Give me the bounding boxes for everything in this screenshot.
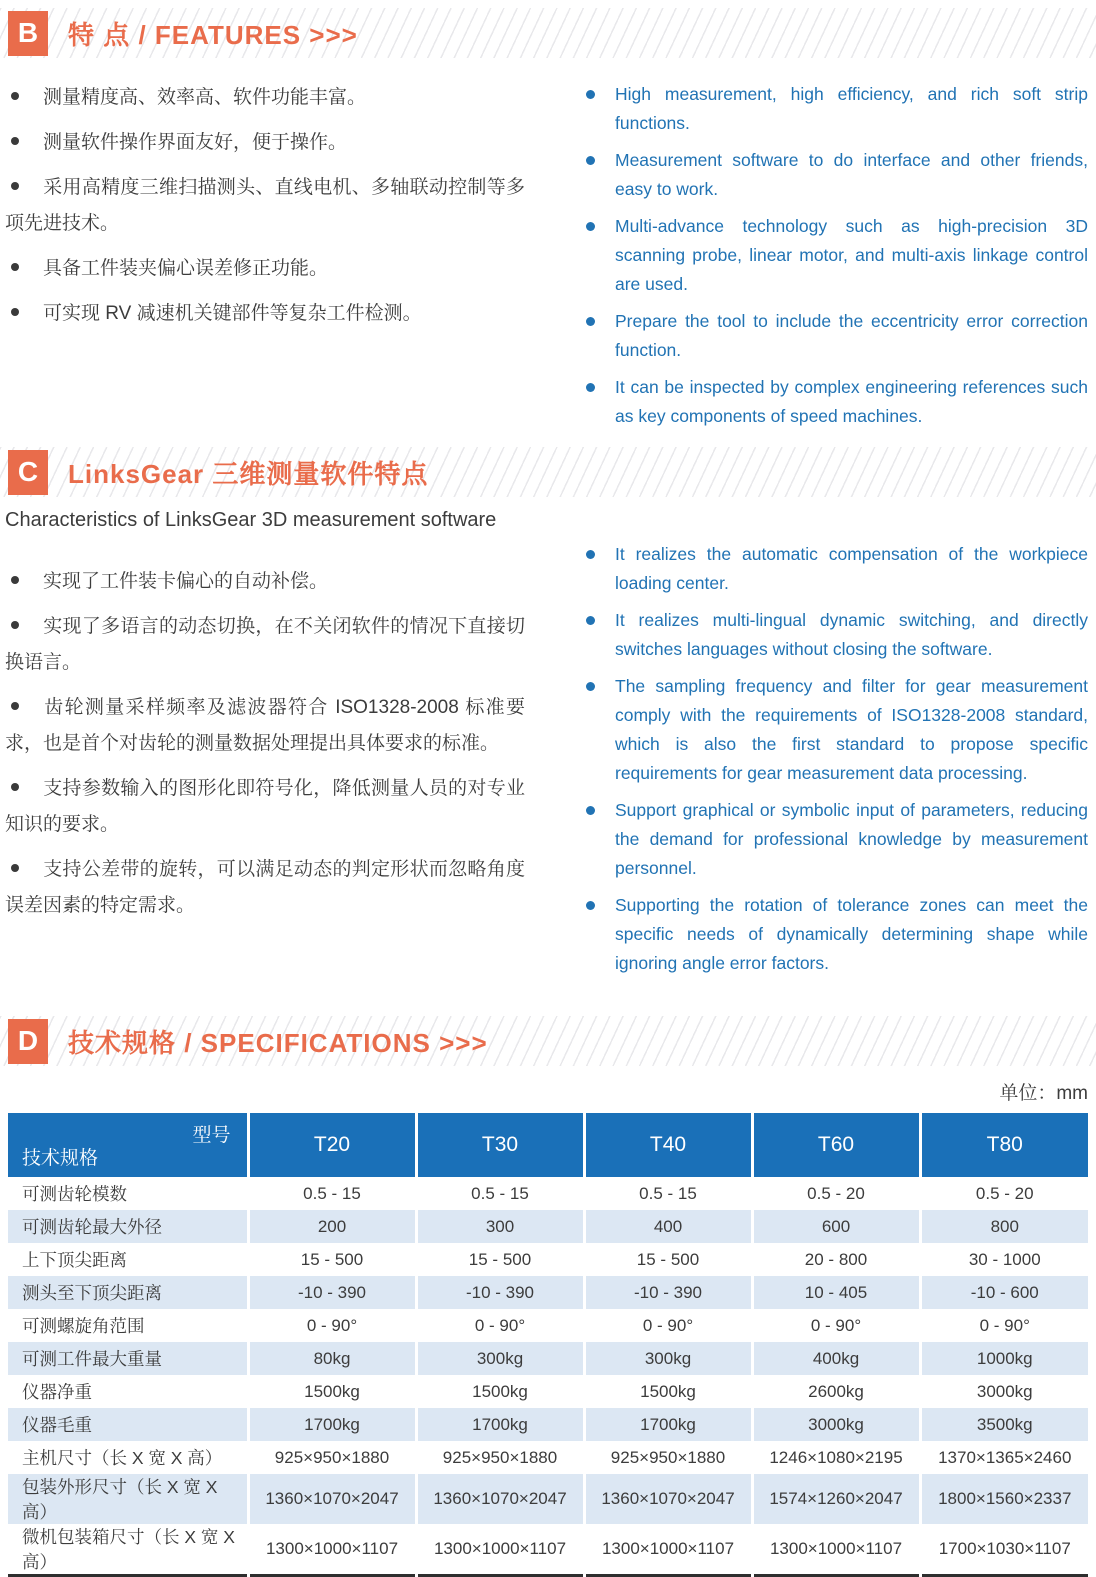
table-row bbox=[8, 1524, 1088, 1576]
section-c-subtitle: Characteristics of LinksGear 3D measurement software bbox=[5, 509, 497, 531]
table-row bbox=[8, 1342, 1088, 1375]
table-cell: 1700×1030×1107 bbox=[920, 1524, 1088, 1576]
bullet-icon bbox=[11, 137, 19, 145]
table-cell: 400 bbox=[584, 1210, 752, 1243]
table-cell: 1574×1260×2047 bbox=[752, 1474, 920, 1524]
row-label: 可测齿轮最大外径 bbox=[22, 1217, 162, 1237]
table-cell: 30 - 1000 bbox=[920, 1243, 1088, 1276]
table-cell: 1000kg bbox=[920, 1342, 1088, 1375]
list-item-text: 实现了工件装卡偏心的自动补偿。 bbox=[43, 571, 329, 592]
software-cn-list bbox=[5, 540, 525, 986]
table-cell: 1246×1080×2195 bbox=[752, 1441, 920, 1474]
corner-cell bbox=[8, 1113, 248, 1177]
table-row bbox=[8, 1408, 1088, 1441]
column-header-t30: T30 bbox=[416, 1113, 584, 1177]
features-cn-list bbox=[5, 80, 525, 439]
unit-label: 单位：mm bbox=[999, 1083, 1088, 1104]
list-item bbox=[583, 146, 1088, 204]
list-item bbox=[5, 296, 525, 332]
section-b-header bbox=[0, 8, 1096, 58]
bullet-icon bbox=[11, 621, 19, 629]
spec-table-body bbox=[8, 1177, 1088, 1576]
table-cell: -10 - 390 bbox=[248, 1276, 416, 1309]
table-row bbox=[8, 1309, 1088, 1342]
list-item-text: High measurement, high efficiency, and rich soft strip functions. bbox=[615, 84, 1088, 133]
table-cell: 10 - 405 bbox=[752, 1276, 920, 1309]
table-cell: 1360×1070×2047 bbox=[584, 1474, 752, 1524]
list-item bbox=[5, 170, 525, 242]
table-cell: 1300×1000×1107 bbox=[416, 1524, 584, 1576]
row-label: 上下顶尖距离 bbox=[22, 1250, 127, 1270]
list-item-text: The sampling frequency and filter for gear measurement comply with the requirements of ISO1328-2008 standard, which is also the first standard to propose specific requirements for gear measurement data processing. bbox=[615, 676, 1088, 783]
list-item bbox=[5, 80, 525, 116]
table-cell: 80kg bbox=[248, 1342, 416, 1375]
list-item bbox=[583, 540, 1088, 598]
table-cell: 3000kg bbox=[920, 1375, 1088, 1408]
list-item-text: 测量精度高、效率高、软件功能丰富。 bbox=[43, 87, 367, 108]
table-cell: 1300×1000×1107 bbox=[248, 1524, 416, 1576]
table-cell: 300kg bbox=[584, 1342, 752, 1375]
row-label: 可测螺旋角范围 bbox=[22, 1316, 145, 1336]
table-cell: 1700kg bbox=[248, 1408, 416, 1441]
list-item-text: 测量软件操作界面友好，便于操作。 bbox=[43, 132, 348, 153]
bullet-icon bbox=[11, 702, 19, 710]
corner-model-label: 型号 bbox=[192, 1125, 231, 1146]
bullet-icon bbox=[586, 317, 595, 326]
table-row bbox=[8, 1210, 1088, 1243]
table-cell: 925×950×1880 bbox=[248, 1441, 416, 1474]
table-cell: 1500kg bbox=[416, 1375, 584, 1408]
section-c-title: LinksGear 三维测量软件特点 bbox=[68, 458, 429, 489]
spec-table-header-row bbox=[8, 1113, 1088, 1177]
table-cell: 0 - 90° bbox=[752, 1309, 920, 1342]
list-item-text: Measurement software to do interface and other friends, easy to work. bbox=[615, 150, 1088, 199]
software-en-list bbox=[583, 540, 1088, 986]
list-item-text: 支持参数输入的图形化即符号化，降低测量人员的对专业知识的要求。 bbox=[5, 778, 525, 835]
list-item bbox=[583, 606, 1088, 664]
bullet-icon bbox=[586, 806, 595, 815]
table-row bbox=[8, 1441, 1088, 1474]
list-item bbox=[583, 212, 1088, 299]
list-item bbox=[5, 852, 525, 924]
list-item bbox=[5, 251, 525, 287]
table-cell: -10 - 600 bbox=[920, 1276, 1088, 1309]
row-label: 可测工件最大重量 bbox=[22, 1349, 162, 1369]
table-cell: 0 - 90° bbox=[920, 1309, 1088, 1342]
corner-spec-label: 技术规格 bbox=[22, 1148, 99, 1169]
list-item-text: Support graphical or symbolic input of parameters, reducing the demand for professional knowledge by measurement personnel. bbox=[615, 800, 1088, 878]
table-cell: 1300×1000×1107 bbox=[752, 1524, 920, 1576]
list-item-text: 支持公差带的旋转，可以满足动态的判定形状而忽略角度误差因素的特定需求。 bbox=[5, 859, 525, 916]
bullet-icon bbox=[11, 864, 19, 872]
software-section bbox=[5, 540, 1088, 986]
table-cell: 15 - 500 bbox=[416, 1243, 584, 1276]
spec-table-head bbox=[8, 1113, 1088, 1177]
table-cell: 1500kg bbox=[248, 1375, 416, 1408]
table-row bbox=[8, 1474, 1088, 1524]
column-header-t60: T60 bbox=[752, 1113, 920, 1177]
table-cell: 300kg bbox=[416, 1342, 584, 1375]
table-cell: 3000kg bbox=[752, 1408, 920, 1441]
table-cell: 600 bbox=[752, 1210, 920, 1243]
list-item-text: 齿轮测量采样频率及滤波器符合 ISO1328-2008 标准要求，也是首个对齿轮的测量数据处理提出具体要求的标准。 bbox=[5, 697, 525, 754]
table-cell: 1800×1560×2337 bbox=[920, 1474, 1088, 1524]
bullet-icon bbox=[11, 263, 19, 271]
section-d-header bbox=[0, 1016, 1096, 1066]
table-cell: 0 - 90° bbox=[248, 1309, 416, 1342]
list-item bbox=[5, 125, 525, 161]
table-cell: 15 - 500 bbox=[584, 1243, 752, 1276]
table-cell: 1300×1000×1107 bbox=[584, 1524, 752, 1576]
row-label: 可测齿轮模数 bbox=[22, 1184, 127, 1204]
table-cell: 3500kg bbox=[920, 1408, 1088, 1441]
list-item bbox=[5, 609, 525, 681]
bullet-icon bbox=[11, 92, 19, 100]
list-item bbox=[583, 796, 1088, 883]
list-item bbox=[5, 564, 525, 600]
section-c-header bbox=[0, 447, 1096, 497]
bullet-icon bbox=[586, 682, 595, 691]
list-item-text: 采用高精度三维扫描测头、直线电机、多轴联动控制等多项先进技术。 bbox=[5, 177, 525, 234]
section-d-title: 技术规格 / SPECIFICATIONS >>> bbox=[68, 1027, 488, 1058]
table-cell: 15 - 500 bbox=[248, 1243, 416, 1276]
table-cell: 0.5 - 20 bbox=[752, 1177, 920, 1210]
table-row bbox=[8, 1243, 1088, 1276]
list-item-text: 具备工件装夹偏心误差修正功能。 bbox=[43, 258, 329, 279]
column-header-t20: T20 bbox=[248, 1113, 416, 1177]
section-c-badge: C bbox=[8, 450, 48, 495]
bullet-icon bbox=[586, 616, 595, 625]
table-cell: -10 - 390 bbox=[416, 1276, 584, 1309]
features-section bbox=[5, 80, 1088, 439]
features-en-list bbox=[583, 80, 1088, 439]
list-item-text: It can be inspected by complex engineering references such as key components of speed machines. bbox=[615, 377, 1088, 426]
list-item bbox=[583, 672, 1088, 788]
list-item-text: Multi-advance technology such as high-precision 3D scanning probe, linear motor, and multi-axis linkage control are used. bbox=[615, 216, 1088, 294]
bullet-icon bbox=[586, 222, 595, 231]
row-label: 主机尺寸（长 X 宽 X 高） bbox=[22, 1448, 223, 1468]
column-header-t80: T80 bbox=[920, 1113, 1088, 1177]
table-cell: 925×950×1880 bbox=[416, 1441, 584, 1474]
list-item bbox=[583, 80, 1088, 138]
table-cell: 0.5 - 15 bbox=[248, 1177, 416, 1210]
column-header-t40: T40 bbox=[584, 1113, 752, 1177]
brochure-page bbox=[0, 8, 1096, 1572]
list-item-text: 可实现 RV 减速机关键部件等复杂工件检测。 bbox=[43, 303, 422, 324]
row-label: 测头至下顶尖距离 bbox=[22, 1283, 162, 1303]
list-item-text: Supporting the rotation of tolerance zones can meet the specific needs of dynamically determining shape while ignoring angle error factors. bbox=[615, 895, 1088, 973]
list-item-text: 实现了多语言的动态切换，在不关闭软件的情况下直接切换语言。 bbox=[5, 616, 525, 673]
section-b-title: 特 点 / FEATURES >>> bbox=[68, 19, 358, 50]
table-cell: 200 bbox=[248, 1210, 416, 1243]
bullet-icon bbox=[586, 901, 595, 910]
bullet-icon bbox=[586, 156, 595, 165]
row-label: 仪器净重 bbox=[22, 1382, 92, 1402]
table-cell: 300 bbox=[416, 1210, 584, 1243]
bullet-icon bbox=[586, 90, 595, 99]
list-item-text: Prepare the tool to include the eccentricity error correction function. bbox=[615, 311, 1088, 360]
bullet-icon bbox=[11, 783, 19, 791]
table-cell: 800 bbox=[920, 1210, 1088, 1243]
table-cell: 2600kg bbox=[752, 1375, 920, 1408]
section-b-badge: B bbox=[8, 11, 48, 56]
table-cell: 0 - 90° bbox=[416, 1309, 584, 1342]
table-cell: 1500kg bbox=[584, 1375, 752, 1408]
bullet-icon bbox=[586, 550, 595, 559]
list-item bbox=[5, 771, 525, 843]
table-row bbox=[8, 1177, 1088, 1210]
table-row bbox=[8, 1375, 1088, 1408]
list-item-text: It realizes the automatic compensation of the workpiece loading center. bbox=[615, 544, 1088, 593]
table-cell: 1360×1070×2047 bbox=[416, 1474, 584, 1524]
spec-table bbox=[8, 1113, 1088, 1577]
table-row bbox=[8, 1276, 1088, 1309]
row-label: 仪器毛重 bbox=[22, 1415, 92, 1435]
list-item bbox=[583, 307, 1088, 365]
list-item bbox=[583, 891, 1088, 978]
table-cell: 1370×1365×2460 bbox=[920, 1441, 1088, 1474]
bullet-icon bbox=[11, 576, 19, 584]
section-d-badge: D bbox=[8, 1019, 48, 1064]
table-cell: 0.5 - 15 bbox=[416, 1177, 584, 1210]
table-cell: 1360×1070×2047 bbox=[248, 1474, 416, 1524]
list-item bbox=[583, 373, 1088, 431]
list-item-text: It realizes multi-lingual dynamic switching, and directly switches languages without closing the software. bbox=[615, 610, 1088, 659]
table-cell: 925×950×1880 bbox=[584, 1441, 752, 1474]
table-cell: 400kg bbox=[752, 1342, 920, 1375]
table-cell: 1700kg bbox=[584, 1408, 752, 1441]
table-cell: 0.5 - 15 bbox=[584, 1177, 752, 1210]
table-cell: 20 - 800 bbox=[752, 1243, 920, 1276]
bullet-icon bbox=[11, 182, 19, 190]
row-label: 包装外形尺寸（长 X 宽 X 高） bbox=[22, 1477, 218, 1522]
table-cell: -10 - 390 bbox=[584, 1276, 752, 1309]
table-cell: 1700kg bbox=[416, 1408, 584, 1441]
bullet-icon bbox=[586, 383, 595, 392]
row-label: 微机包装箱尺寸（长 X 宽 X 高） bbox=[22, 1527, 235, 1572]
table-cell: 0 - 90° bbox=[584, 1309, 752, 1342]
list-item bbox=[5, 690, 525, 762]
bullet-icon bbox=[11, 308, 19, 316]
table-cell: 0.5 - 20 bbox=[920, 1177, 1088, 1210]
